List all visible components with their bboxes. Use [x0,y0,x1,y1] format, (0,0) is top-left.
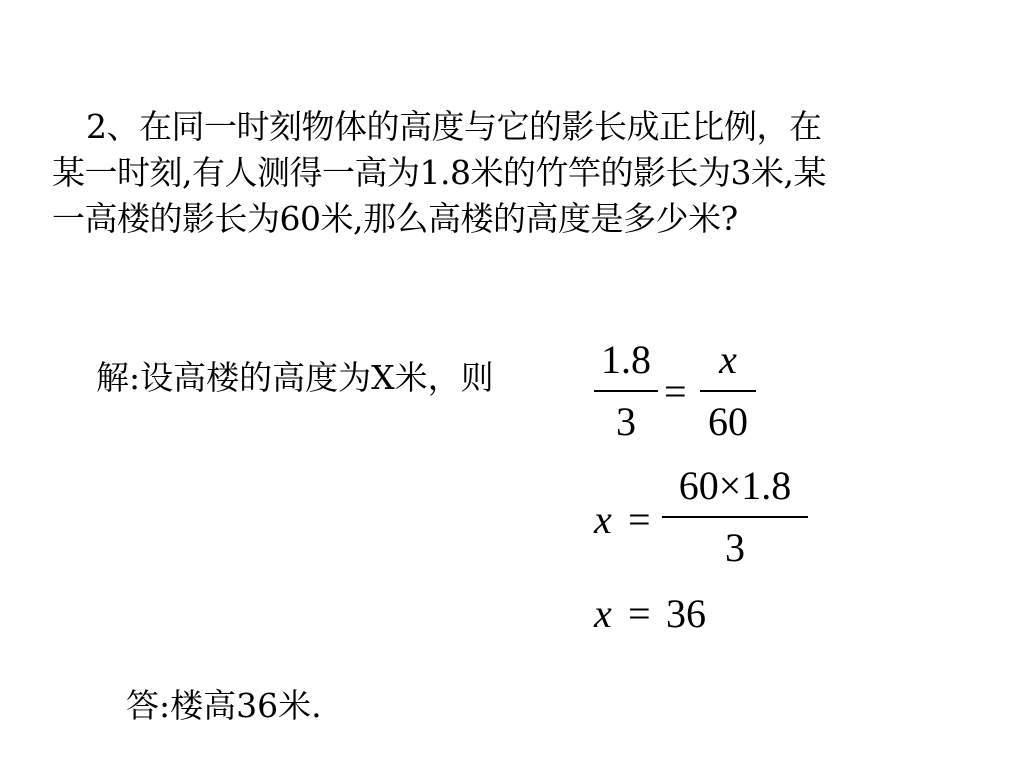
equation-variable: x [594,591,612,636]
fraction-bar [594,390,658,392]
fraction-left-denominator: 3 [616,399,636,444]
fraction-right-numerator: x [719,337,737,382]
problem-line-1: 2、在同一时刻物体的高度与它的影长成正比例，在 [86,107,822,146]
equation-proportion [594,336,774,448]
equation-result [594,591,734,640]
answer-text: 答:楼高36米. [126,686,322,725]
equals-sign: = [628,497,651,542]
fraction-right-denominator: 60 [708,399,748,444]
problem-text [52,104,1012,242]
fraction-right [700,336,756,446]
fraction-bar [700,390,756,392]
fraction-left [594,336,658,446]
fraction-product-numerator: 60×1.8 [678,463,792,508]
problem-line-2: 某一时刻,有人测得一高为1.8米的竹竿的影长为3米,某 [52,153,826,192]
equation-solve [594,462,824,580]
equals-sign: = [628,591,651,636]
equals-sign: = [664,369,687,414]
result-value: 36 [666,591,706,636]
fraction-bar [662,516,808,518]
solution-label: 解:设高楼的高度为X米，则 [96,358,494,397]
fraction-product-denominator: 3 [725,525,745,570]
fraction-product [662,462,808,572]
equation-variable: x [594,497,612,542]
fraction-left-numerator: 1.8 [601,337,651,382]
problem-line-3: 一高楼的影长为60米,那么高楼的高度是多少米? [52,199,738,238]
